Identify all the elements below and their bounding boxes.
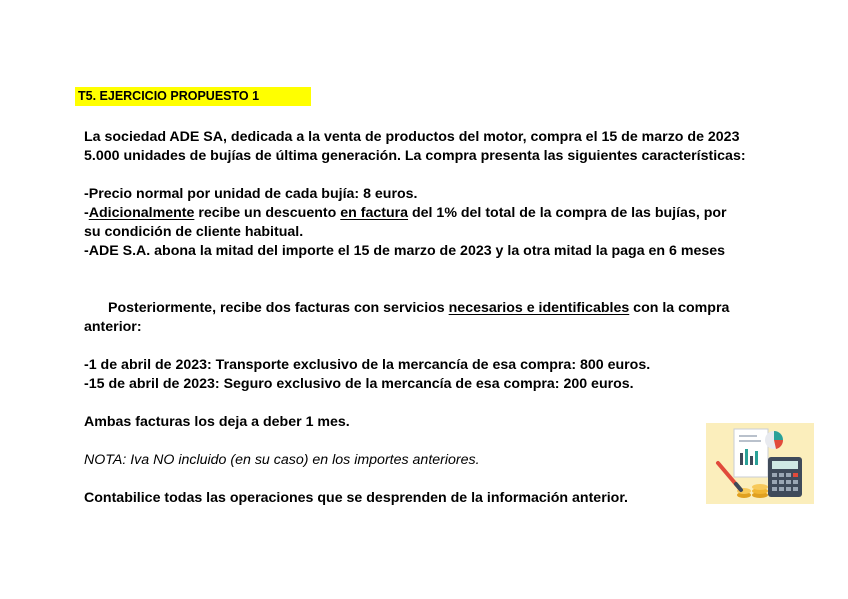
exercise-body bbox=[84, 128, 804, 508]
nota-text: NOTA: Iva NO incluido (en su caso) en los importes anteriores. bbox=[84, 452, 480, 468]
factura-transporte: -1 de abril de 2023: Transporte exclusivo de la mercancía de esa compra: 800 euros. bbox=[84, 357, 651, 373]
posterior-post: con la compra bbox=[629, 300, 730, 316]
bullet-descuento-cont: su condición de cliente habitual. bbox=[84, 224, 304, 240]
descuento-mid: recibe un descuento bbox=[194, 205, 341, 221]
descuento-post: del 1% del total de la compra de las bujías, por bbox=[408, 205, 727, 221]
posterior-pre: Posteriormente, recibe dos facturas con servicios bbox=[108, 300, 449, 316]
bullet-precio: -Precio normal por unidad de cada bujía: 8 euros. bbox=[84, 186, 418, 202]
bullet-pago: -ADE S.A. abona la mitad del importe el 15 de marzo de 2023 y la otra mitad la paga en 6 meses bbox=[84, 243, 726, 259]
underlined-en-factura: en factura bbox=[340, 205, 409, 221]
deber-text: Ambas facturas los deja a deber 1 mes. bbox=[84, 414, 350, 430]
instruccion-text: Contabilice todas las operaciones que se desprenden de la información anterior. bbox=[84, 490, 629, 506]
bullet-descuento bbox=[84, 204, 804, 223]
exercise-title: T5. EJERCICIO PROPUESTO 1 bbox=[75, 87, 311, 106]
factura-seguro: -15 de abril de 2023: Seguro exclusivo de la mercancía de esa compra: 200 euros. bbox=[84, 376, 634, 392]
bullet-dash: - bbox=[84, 205, 89, 221]
posterior-line-1 bbox=[84, 299, 804, 318]
underlined-necesarios: necesarios e identificables bbox=[448, 300, 630, 316]
underlined-adicionalmente: Adicionalmente bbox=[88, 205, 195, 221]
finance-calculator-icon bbox=[706, 423, 814, 504]
finance-illustration-svg bbox=[706, 423, 814, 504]
posterior-line-2: anterior: bbox=[84, 319, 142, 335]
intro-line-1: La sociedad ADE SA, dedicada a la venta de productos del motor, compra el 15 de marzo de 2023 bbox=[84, 129, 740, 145]
intro-line-2: 5.000 unidades de bujías de última generación. La compra presenta las siguientes características: bbox=[84, 148, 746, 164]
